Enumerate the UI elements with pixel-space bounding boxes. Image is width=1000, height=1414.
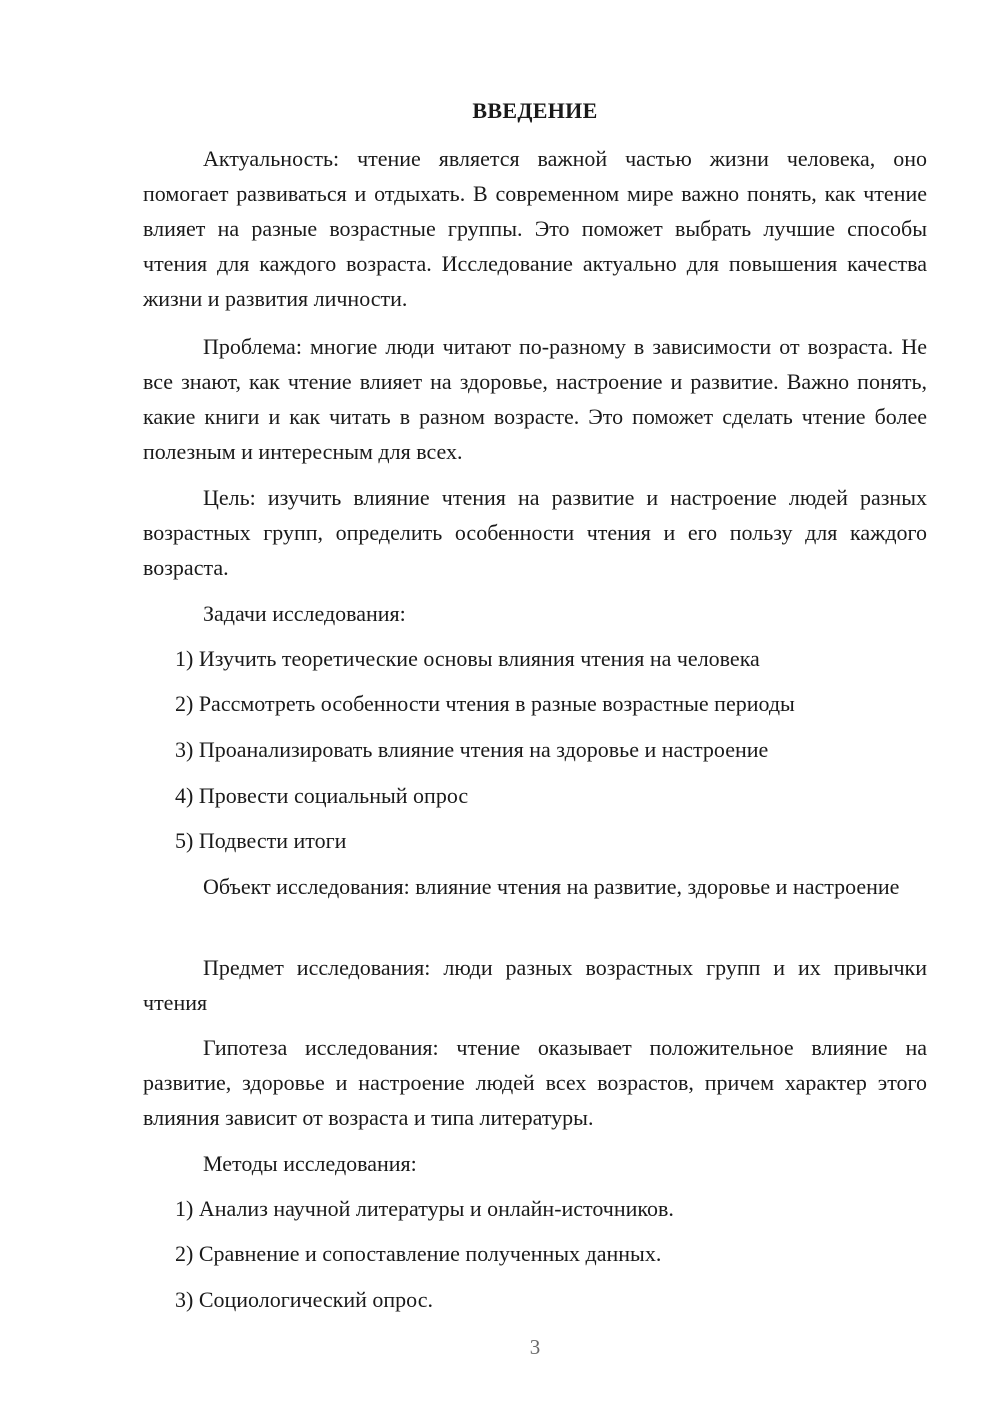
goal-paragraph: Цель: изучить влияние чтения на развитие и настроение людей разных возрастных групп, определить особенности чтения и его пользу для каждого возраста. <box>143 485 927 580</box>
tasks-label: Задачи исследования: <box>203 601 406 626</box>
methods-label: Методы исследования: <box>203 1151 417 1176</box>
task-item-2: 2) Рассмотреть особенности чтения в разные возрастные периоды <box>175 691 795 716</box>
relevance-paragraph: Актуальность: чтение является важной частью жизни человека, оно помогает развиваться и отдыхать. В современном мире важно понять, как чтение влияет на разные возрастные группы. Это поможет выбрать лучшие способы чтения для каждого возраста. Исследование актуально для повышения качества жизни и развития личности. <box>143 146 927 311</box>
task-item-4: 4) Провести социальный опрос <box>175 783 469 808</box>
object-paragraph: Объект исследования: влияние чтения на развитие, здоровье и настроение <box>203 874 900 899</box>
document-page <box>143 0 927 1414</box>
section-heading: ВВЕДЕНИЕ <box>472 98 598 123</box>
method-item-3: 3) Социологический опрос. <box>175 1287 433 1312</box>
task-item-3: 3) Проанализировать влияние чтения на здоровье и настроение <box>175 737 769 762</box>
problem-paragraph: Проблема: многие люди читают по-разному в зависимости от возраста. Не все знают, как чтение влияет на здоровье, настроение и развитие. Важно понять, какие книги и как читать в разном возрасте. Это поможет сделать чтение более полезным и интересным для всех. <box>143 334 927 464</box>
task-item-5: 5) Подвести итоги <box>175 828 347 853</box>
page-number: 3 <box>529 1335 541 1359</box>
hypothesis-paragraph: Гипотеза исследования: чтение оказывает положительное влияние на развитие, здоровье и настроение людей всех возрастов, причем характер этого влияния зависит от возраста и типа литературы. <box>143 1035 927 1130</box>
subject-paragraph: Предмет исследования: люди разных возрастных групп и их привычки чтения <box>143 955 927 1015</box>
method-item-2: 2) Сравнение и сопоставление полученных данных. <box>175 1241 662 1266</box>
task-item-1: 1) Изучить теоретические основы влияния чтения на человека <box>175 646 760 671</box>
method-item-1: 1) Анализ научной литературы и онлайн-источников. <box>175 1196 674 1221</box>
